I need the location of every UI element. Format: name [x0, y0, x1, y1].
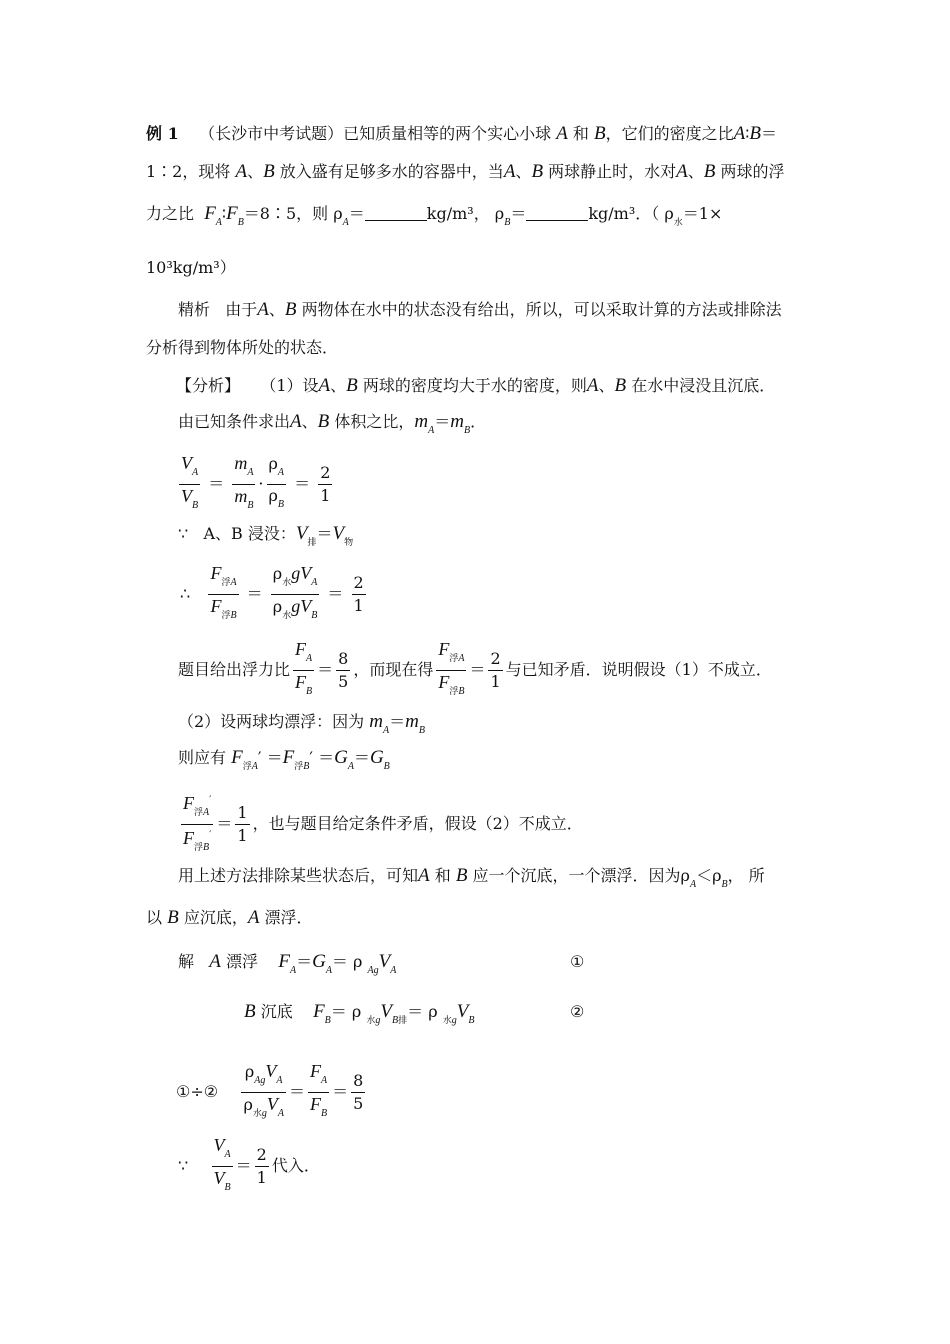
contradiction-line: 题目给出浮力比 $\frac{F_A}{F_B}$ ＝ $\frac{8}{5}$ ，而现在得 $\frac{F_{浮A}}{F_{浮B}}$ ＝ $\frac{2}{1}$ 与已知矛盾．说明假设（1）不成立．	[178, 639, 772, 697]
example-line-1: 例 1 （长沙市中考试题）已知质量相等的两个实心小球 A 和 B，它们的密度之比A∶B＝	[146, 123, 778, 144]
conclusion-line-1: 用上述方法排除某些状态后，可知A 和 B 应一个沉底，一个漂浮．因为$\rho_A<\rho_B$， 所	[178, 865, 765, 890]
conclusion-line-2: 以 B 应沉底，A 漂浮．	[146, 907, 313, 928]
equation-marker-2: ②	[570, 1002, 585, 1021]
case2-assume-line: （2）设两球均漂浮：因为 $m_A=m_B$	[178, 711, 425, 736]
answer-blank-a	[365, 206, 427, 221]
solution-line-a: 解 A 漂浮 $F_A=G_A= \rho$ $_{Ag}V_A$	[178, 951, 397, 976]
substitute-line: ∵ $\frac{V_A}{V_B}$ ＝ $\frac{2}{1}$ 代入．	[178, 1135, 320, 1193]
analysis-intro-line-1: 精析 由于A、B 两物体在水中的状态没有给出，所以，可以采取计算的方法或排除法	[178, 299, 782, 320]
example-source: （长沙市中考试题）	[199, 124, 344, 143]
because-immersed-line: ∵ A、B 浸没：$V_排=V_物$	[178, 523, 354, 548]
volume-ratio-equation: $\frac{V_A}{V_B}$ ＝ $\frac{m_A}{m_B}$ · $\frac{\rho_A}{\rho_B}$ ＝ $\frac{2}{1}$	[181, 453, 331, 511]
solution-line-b: B 沉底 $F_B= \rho$ $_{水g}V_{B排}= \rho$ $_{水g}V_B$	[244, 1001, 475, 1026]
case2-ratio-line: $\frac{F_{浮A}'}{F_{浮B}'}$ ＝ $\frac{1}{1}$ ，也与题目给定条件矛盾，假设（2）不成立．	[178, 790, 583, 859]
division-equation: ①÷② $\frac{\rho_{Ag}V_A}{\rho_{水g}V_A}$ ＝ $\frac{F_A}{F_B}$ ＝ $\frac{8}{5}$	[176, 1061, 364, 1119]
analysis-volume-line: 由已知条件求出A、B 体积之比，$m_A=m_B$．	[178, 411, 487, 436]
analysis-intro-line-2: 分析得到物体所处的状态．	[146, 338, 339, 357]
example-line-2: 1∶2，现将 A、B 放入盛有足够多水的容器中，当A、B 两球静止时，水对A、B 两球的浮	[146, 161, 785, 182]
example-line-4: 10³kg/m³）	[146, 258, 236, 277]
case2-equal-line: 则应有 $F_{浮A}' =F_{浮B}' =G_A=G_B$	[178, 747, 390, 772]
therefore-buoyancy-equation: ∴ $\frac{F_{浮A}}{F_{浮B}}$ ＝ $\frac{\rho_水gV_A}{\rho_水gV_B}$ ＝ $\frac{2}{1}$	[180, 563, 364, 621]
analysis-case1-line: 【分析】 （1）设A、B 两球的密度均大于水的密度，则A、B 在水中浸没且沉底．	[176, 375, 776, 396]
example-label: 例 1	[146, 124, 179, 143]
equation-marker-1: ①	[570, 952, 585, 971]
example-line-3: 力之比 $F_A∶F_B=8∶5$，则 $\rho_A= kg/m^3$， $\rho_B= kg/m^3$．（ $\rho_水=1\times$	[146, 203, 723, 228]
answer-blank-b	[526, 206, 588, 221]
